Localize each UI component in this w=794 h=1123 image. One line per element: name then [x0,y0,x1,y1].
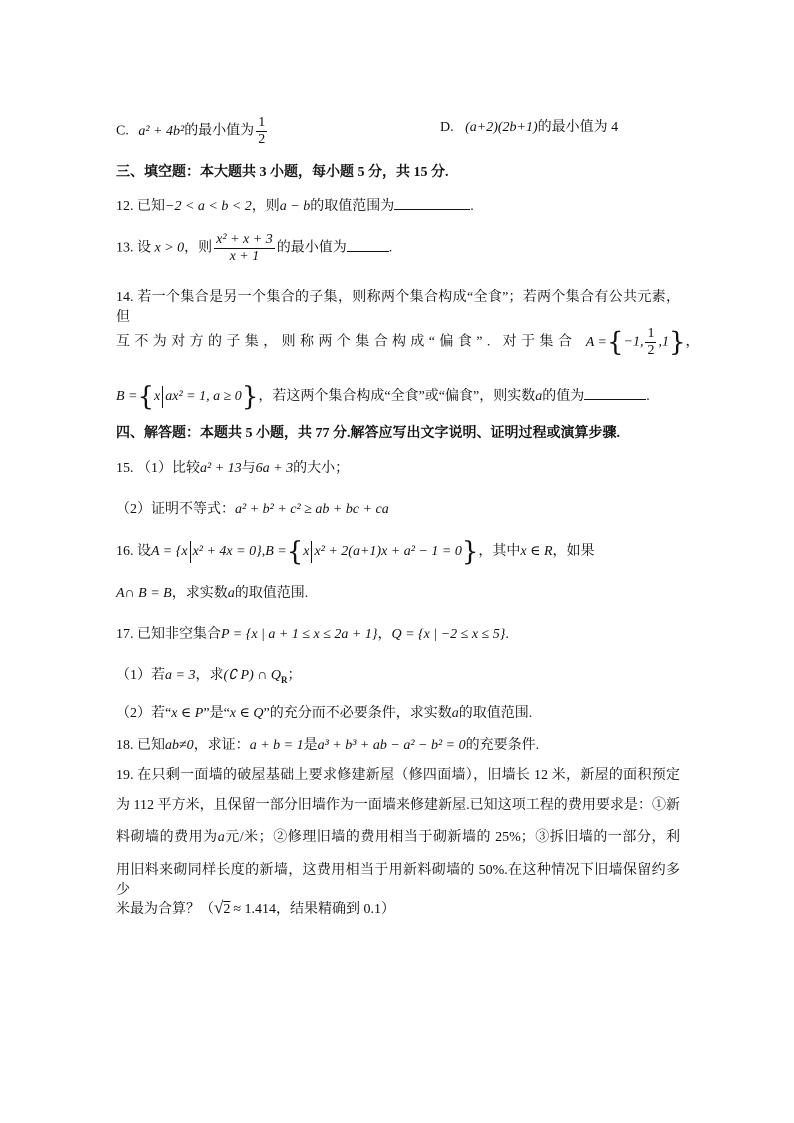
question-14-line3 [116,381,650,412]
q14-setA-right-brace: } [668,327,686,358]
q16-end: ，如果 [552,544,595,560]
q14-setB-var: x [154,389,161,404]
q18-number: 18. [116,738,134,753]
question-19-line1 [116,766,680,786]
q16-setA-bar [190,541,191,563]
q17-sep: ， [377,627,392,642]
q17-p2-post: ”的充分而不必要条件，求实数 [263,706,452,721]
option-d [440,118,618,138]
q13-answer-blank[interactable] [347,237,389,252]
q19-line5-pre: 米最为合算？（ [116,902,214,917]
q17-p2-a: x ∈ P [171,706,204,721]
question-18 [116,736,539,756]
q16-setB-cond: x² + 2(a+1)x + a² − 1 = 0 [314,544,462,560]
q16-setB-lhs: B = [265,544,287,560]
option-d-label: D. [440,120,454,135]
q13-mid: ，则 [184,240,213,256]
q17-p2-mid: ”是“ [203,706,230,721]
q19-line1: 在只剩一面墙的破屋基础上要求修建新屋（修四面墙），旧墙长 12 米，新屋的面积预定 [137,768,681,783]
option-c-fraction [256,115,267,148]
q15-p2-label: （2）证明不等式： [116,502,235,517]
q13-fraction [214,232,275,265]
question-17-part2 [116,704,532,724]
question-14-line1 [116,288,681,325]
q17-p1-mid: ，求 [195,668,224,683]
q12-pre: 已知 [137,199,165,214]
q19-number: 19. [116,768,134,783]
q14-setA-left-brace: { [606,327,624,358]
question-13 [116,232,392,265]
q18-pre: 已知 [137,738,165,753]
q19-radicand: 2 [223,902,231,917]
q14-setB-lhs: B = [116,389,138,404]
q19-line3-post: 元/米；②修理旧墙的费用相当于砌新墙的 25%；③拆旧墙的一部分，利 [224,830,681,845]
q14-setB-cond: ax² = 1, a ≥ 0 [165,389,242,404]
fraction-numerator: 1 [258,115,266,130]
q12-mid: ，则 [251,199,280,214]
q12-condition: −2 < a < b < 2 [165,199,252,214]
q16-setB-left-brace: { [286,537,304,567]
question-16-line2 [116,584,308,604]
section-4-title: 四、解答题：本题共 5 小题，共 77 分.解答应写出文字说明、证明过程或演算步骤. [116,426,620,441]
q18-mid: ，求证： [193,738,250,753]
q16-line2-var: a [227,586,235,601]
q16-setA: A = {x [151,544,188,560]
question-19-line3 [116,828,680,848]
option-d-text: 的最小值为 4 [537,120,619,135]
q16-sep: , [261,544,266,560]
q14-setB-right-brace: } [241,381,259,412]
q15-p1-end: 的大小； [293,461,350,476]
q19-line3-var: a [217,830,225,845]
q17-setP: P = {x | a + 1 ≤ x ≤ 2a + 1} [221,627,378,642]
q18-cond: ab≠0 [165,738,194,753]
q17-p1-end: ； [287,668,302,683]
q14-setA-lhs: A = [585,334,607,350]
q18-expr1: a + b = 1 [249,738,304,753]
q16-setB-var: x [303,544,310,560]
q13-number: 13. [116,240,134,256]
q14-line3-end: 的值为 [542,389,585,404]
q14-setB-bar [162,386,163,408]
q15-p1-a: a² + 13 [200,461,242,476]
q14-line2: 互不为对方的子集，则称两个集合构成“偏食”. 对于集合 [116,334,577,350]
q12-expr: a − b [279,199,311,214]
q17-end: . [505,627,509,642]
q13-condition: x > 0 [154,240,185,256]
question-17 [116,625,509,645]
q15-p1-b: 6a + 3 [255,461,294,476]
q18-mid2: 是 [303,738,318,753]
question-16-line1 [116,537,595,567]
question-12 [116,195,474,217]
q16-setB-right-brace: } [461,537,479,567]
question-17-part1 [116,666,301,690]
q19-approx: ≈ 1.414 [233,902,277,917]
q14-line2-end: ， [685,334,700,350]
q16-pre: 设 [137,544,151,560]
section-3-title: 三、填空题：本大题共 3 小题，每小题 5 分，共 15 分. [116,165,449,180]
q17-p1-subscript: R [280,674,288,685]
question-15-part2 [116,500,389,520]
q17-p2-var: a [451,706,459,721]
question-19-line4 [116,861,680,898]
q17-p2-b: x ∈ Q [229,706,264,721]
q13-post: 的最小值为 [276,240,347,256]
question-19-line2 [116,796,680,816]
q14-setA-fraction [645,326,656,359]
fraction-denominator: 2 [647,343,655,358]
q13-pre: 设 [137,240,151,256]
q12-post: 的取值范围为 [310,199,395,214]
q12-number: 12. [116,199,134,214]
q17-p2-label: （2）若“ [116,706,172,721]
q14-line1: 若一个集合是另一个集合的子集，则称两个集合构成“全食”；若两个集合有公共元素，但 [116,290,681,325]
option-c [116,115,269,148]
q15-p2-expr: a² + b² + c² ≥ ab + bc + ca [235,502,389,517]
question-14-line2 [116,326,700,359]
q16-domain: x ∈ R [520,544,553,560]
q14-number: 14. [116,290,134,305]
question-15-part1 [116,459,349,479]
option-c-label: C. [116,123,129,139]
option-d-expr: (a+2)(2b+1) [465,120,538,135]
q16-line2-expr: A∩ B = B [116,586,172,601]
sqrt-icon: √ [214,898,224,917]
q17-p1-cond: a = 3 [165,668,196,683]
question-19-line5 [116,898,395,920]
q14-setA-post: ,1 [658,334,669,350]
fraction-denominator: x + 1 [229,249,260,264]
q18-end: 的充要条件. [465,738,540,753]
q18-expr2: a³ + b³ + ab − a² − b² = 0 [317,738,466,753]
q14-setA-pre: −1, [623,334,644,350]
q16-setA-cond: x² + 4x = 0} [192,544,262,560]
option-c-expr: a² + 4b² [138,123,185,139]
q14-final: . [646,389,650,404]
q14-line3-post: ，若这两个集合构成“全食”或“偏食”，则实数 [258,389,536,404]
q19-line2: 为 112 平方米，且保留一部分旧墙作为一面墙来修建新屋.已知这项工程的费用要求是：①新 [116,798,680,813]
q17-p1-label: （1）若 [116,668,165,683]
q17-setQ: Q = {x | −2 ≤ x ≤ 5} [391,627,506,642]
q17-number: 17. [116,627,134,642]
q19-line5-post: ，结果精确到 0.1） [276,902,396,917]
fraction-numerator: x² + x + 3 [216,232,273,247]
fraction-numerator: 1 [647,326,655,341]
q16-line2-post: ，求实数 [171,586,228,601]
q15-number: 15. [116,461,134,476]
q17-pre: 已知非空集合 [137,627,221,642]
q14-setB-left-brace: { [137,381,155,412]
q16-post: ，其中 [478,544,521,560]
q17-p1-expr: (∁ P) ∩ Q [223,668,281,683]
q15-p1-label: （1）比较 [137,461,200,476]
q16-number: 16. [116,544,134,560]
q12-end: . [470,199,474,214]
option-c-text: 的最小值为 [184,123,255,139]
q17-p2-end: 的取值范围. [458,706,533,721]
q15-p1-mid: 与 [241,461,256,476]
q19-line4: 用旧料来砌同样长度的新墙，这费用相当于用新料砌墙的 50%.在这种情况下旧墙保留约多少 [116,863,680,898]
q16-line2-end: 的取值范围. [234,586,309,601]
fraction-denominator: 2 [258,132,266,147]
q13-end: . [388,240,393,256]
q14-answer-blank[interactable] [584,385,646,400]
q12-answer-blank[interactable] [394,195,470,210]
q16-setB-bar [311,541,312,563]
q19-line3-pre: 料砌墙的费用为 [116,830,218,845]
q14-line3-var: a [535,389,543,404]
